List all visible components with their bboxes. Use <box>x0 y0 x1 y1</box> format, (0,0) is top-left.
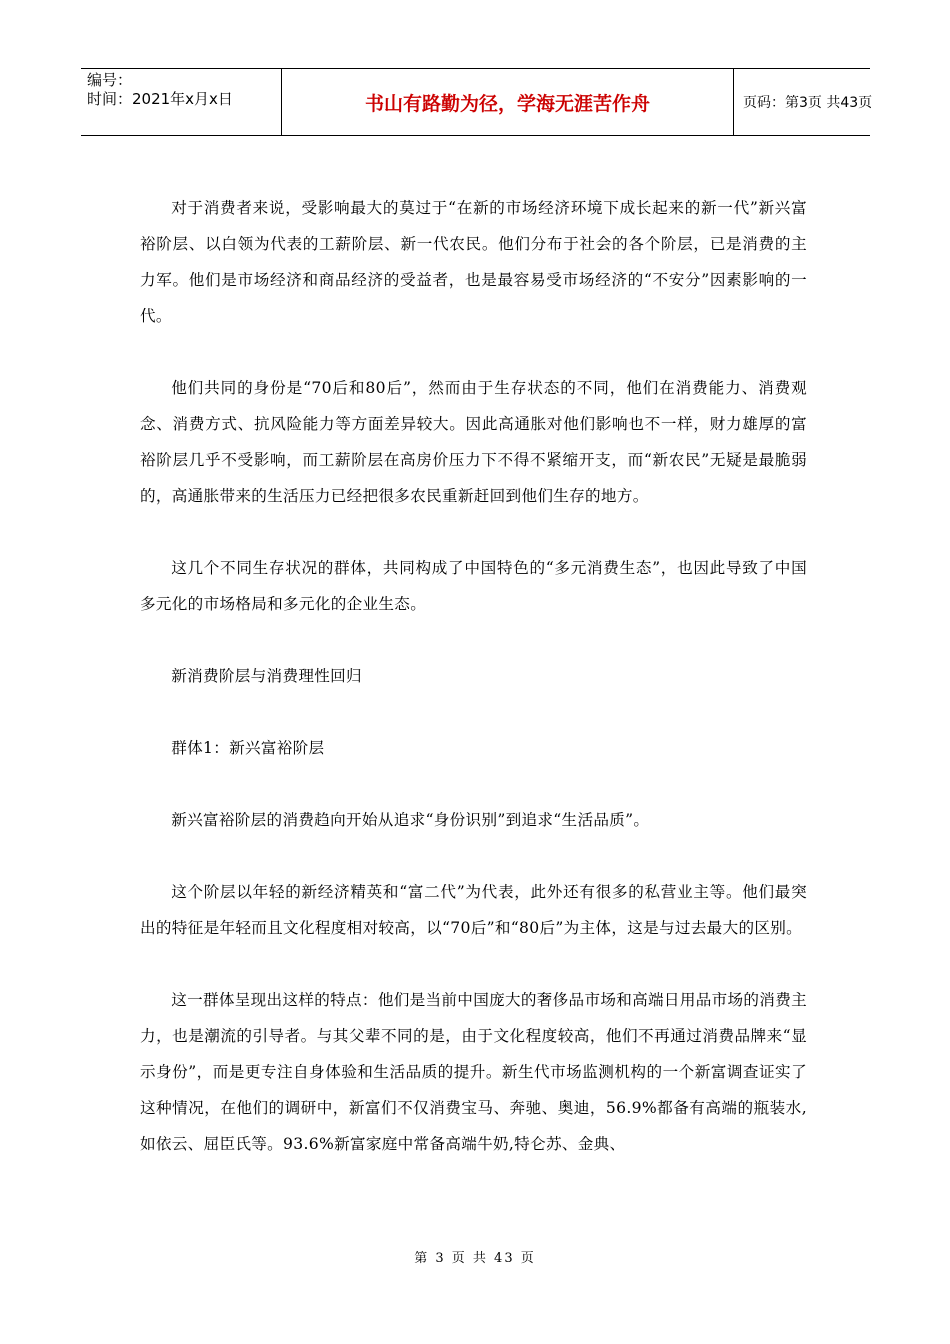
document-number: 编号： <box>87 71 133 89</box>
body-paragraph: 对于消费者来说，受影响最大的莫过于“在新的市场经济环境下成长起来的新一代”新兴富裕阶层、以白领为代表的工薪阶层、新一代农民。他们分布于社会的各个阶层，已是消费的主力军。他们是市场经济和商品经济的受益者，也是最容易受市场经济的“不安分”因素影响的一代。 <box>140 199 807 325</box>
header-meta <box>81 69 281 135</box>
page-footer: 第 3 页 共 43 页 <box>414 1251 536 1266</box>
section-heading: 新消费阶层与消费理性回归 <box>171 667 362 685</box>
body-paragraph: 新兴富裕阶层的消费趋向开始从追求“身份识别”到追求“生活品质”。 <box>171 811 650 829</box>
header-page-cell <box>734 69 873 135</box>
header-page-code: 页码：第3页 共43页 <box>743 95 873 111</box>
body-paragraph: 这一群体呈现出这样的特点：他们是当前中国庞大的奢侈品市场和高端日用品市场的消费主力，也是潮流的引导者。与其父辈不同的是，由于文化程度较高，他们不再通过消费品牌来“显示身份”，而是更专注自身体验和生活品质的提升。新生代市场监测机构的一个新富调查证实了这种情况，在他们的调研中，新富们不仅消费宝马、奔驰、奥迪，56.9%都备有高端的瓶装水,如依云、屈臣氏等。93.6%新富家庭中常备高端牛奶,特仑苏、金典、 <box>140 991 807 1153</box>
group-heading: 群体1：新兴富裕阶层 <box>171 739 325 757</box>
body-paragraph: 这几个不同生存状况的群体，共同构成了中国特色的“多元消费生态”，也因此导致了中国多元化的市场格局和多元化的企业生态。 <box>140 559 807 613</box>
body-paragraph: 他们共同的身份是“70后和80后”，然而由于生存状态的不同，他们在消费能力、消费观念、消费方式、抗风险能力等方面差异较大。因此高通胀对他们影响也不一样，财力雄厚的富裕阶层几乎不受影响，而工薪阶层在高房价压力下不得不紧缩开支，而“新农民”无疑是最脆弱的，高通胀带来的生活压力已经把很多农民重新赶回到他们生存的地方。 <box>140 379 807 505</box>
body-paragraph: 这个阶层以年轻的新经济精英和“富二代”为代表，此外还有很多的私营业主等。他们最突出的特征是年轻而且文化程度相对较高，以“70后”和“80后”为主体，这是与过去最大的区别。 <box>140 883 807 937</box>
header-motto: 书山有路勤为径，学海无涯苦作舟 <box>364 92 650 115</box>
page-header <box>81 68 873 136</box>
header-motto-cell <box>281 69 734 135</box>
document-body <box>140 190 807 1162</box>
document-date: 时间：2021年x月x日 <box>87 90 233 108</box>
